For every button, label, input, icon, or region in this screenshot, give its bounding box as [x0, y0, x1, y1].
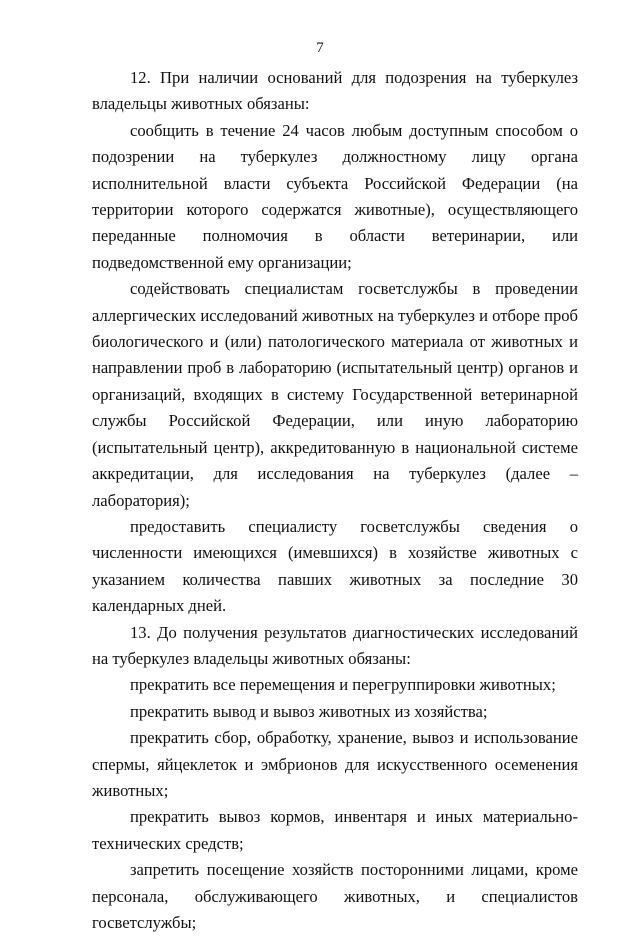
- paragraph-13-intro: 13. До получения результатов диагностических исследований на туберкулез владельцы животных обязаны:: [92, 622, 578, 668]
- paragraph-provide-information: предоставить специалисту госветслужбы сведения о численности имеющихся (имевшихся) в хозяйстве животных с указанием количества павших животных за последние 30 календарных дней.: [92, 516, 578, 616]
- paragraph-assist-specialists: содействовать специалистам госветслужбы в проведении аллергических исследований животных на туберкулез и отборе проб биологического и (или) патологического материала от животных и направлении проб в лабораторию (испытательный центр) органов и организаций, входящих в систему Государственной ветеринарной службы Российской Федерации, или иную лабораторию (испытательный центр), аккредитованную в национальной системе аккредитации, для исследования на туберкулез (далее – лаборатория);: [92, 279, 578, 510]
- paragraph-stop-movements: прекратить все перемещения и перегруппировки животных;: [130, 675, 556, 695]
- paragraph-restrict-visits: запретить посещение хозяйств посторонними лицами, кроме персонала, обслуживающего животных, и специалистов госветслужбы;: [92, 860, 578, 932]
- paragraph-stop-feed-removal: прекратить вывоз кормов, инвентаря и иных материально-технических средств;: [92, 807, 578, 853]
- paragraph-12-intro: 12. При наличии оснований для подозрения на туберкулез владельцы животных обязаны:: [92, 68, 578, 114]
- page-number: 7: [316, 40, 324, 56]
- paragraph-report-suspicion: сообщить в течение 24 часов любым доступным способом о подозрении на туберкулез должностному лицу органа исполнительной власти субъекта Российской Федерации (на территории которого содержатся животные), осуществляющего переданные полномочия в области ветеринарии, или подведомственной ему организации;: [92, 120, 578, 272]
- paragraph-stop-removal: прекратить вывод и вывоз животных из хозяйства;: [130, 701, 488, 721]
- document-body: [92, 65, 578, 936]
- paragraph-stop-semen-collection: прекратить сбор, обработку, хранение, вывоз и использование спермы, яйцеклеток и эмбрионов для искусственного осеменения животных;: [92, 728, 578, 800]
